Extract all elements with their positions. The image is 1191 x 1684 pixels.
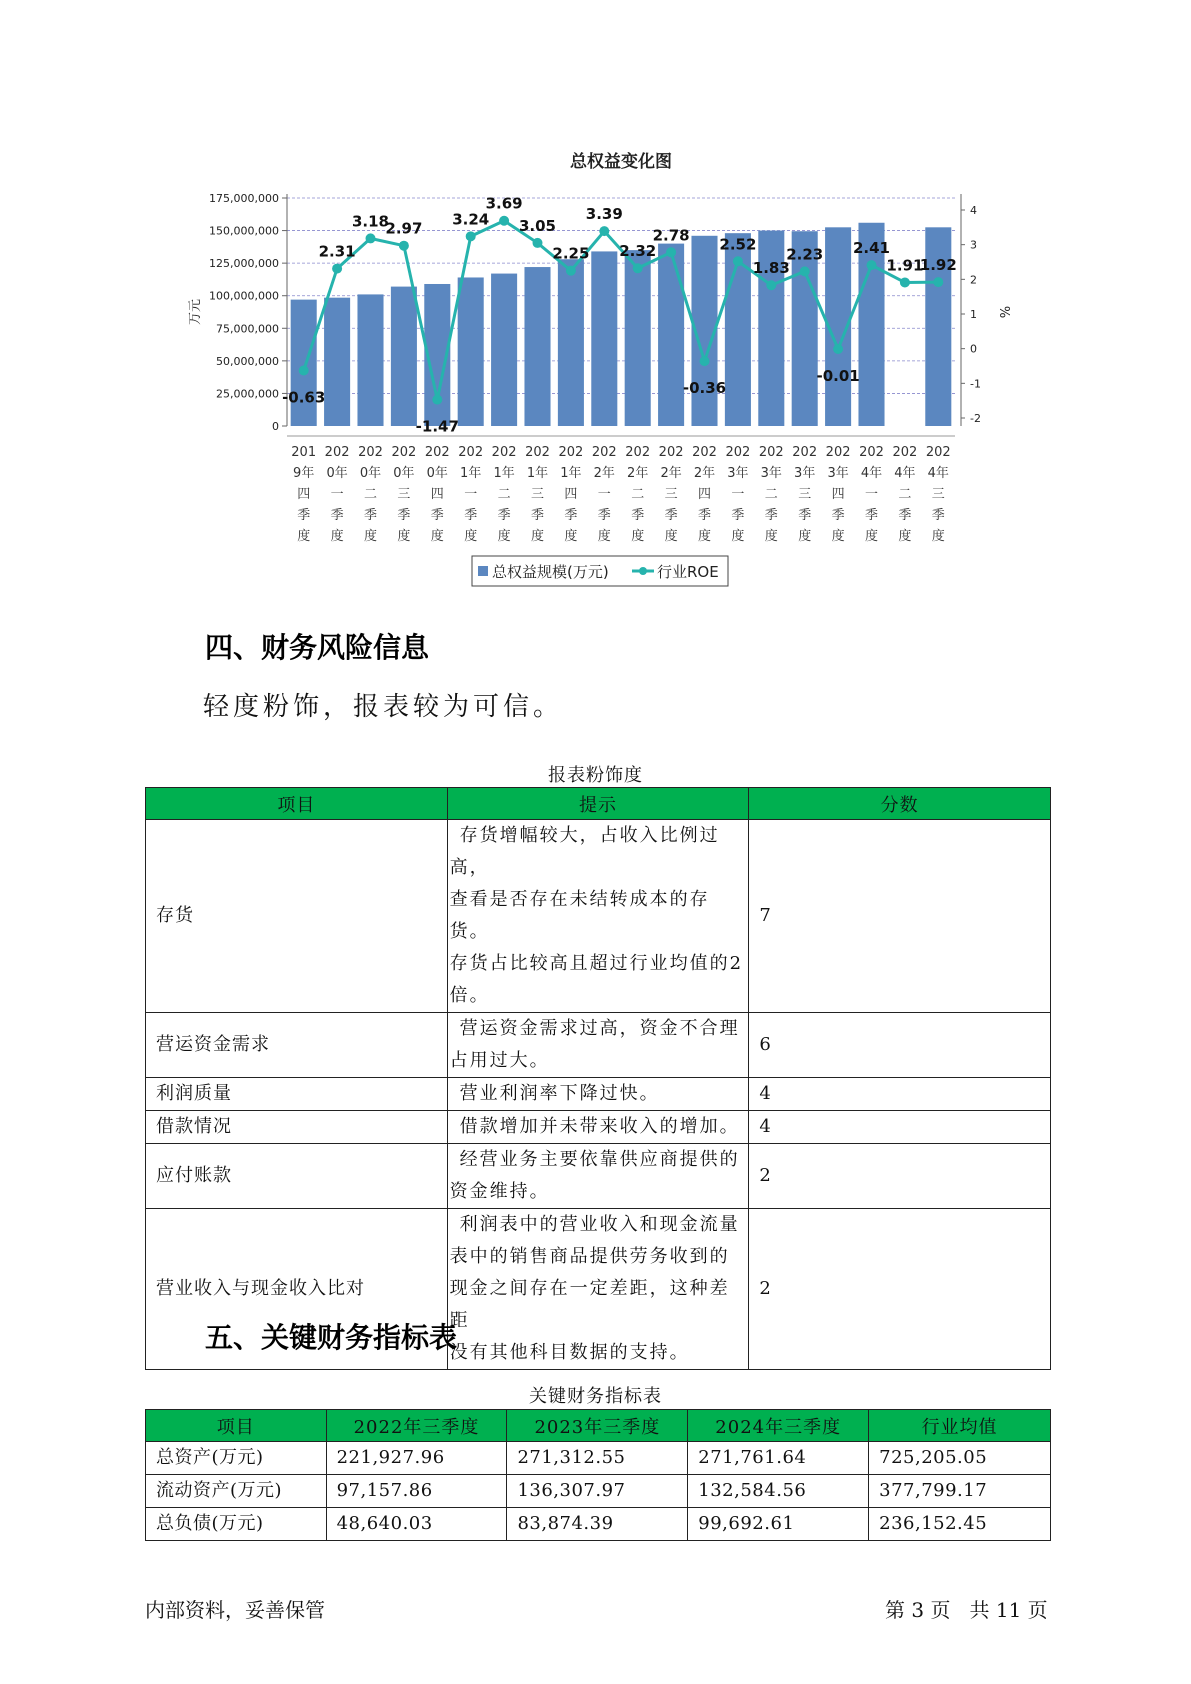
y-tick-label: 75,000,000 — [216, 322, 279, 336]
kfi-item: 流动资产(万元) — [146, 1475, 327, 1508]
x-tick-label: 202 — [725, 445, 751, 460]
risk-hint — [447, 1078, 749, 1111]
x-tick-label: 202 — [825, 445, 851, 460]
x-tick-label: 季 — [798, 508, 812, 523]
roe-data-label: 2.52 — [719, 235, 757, 254]
y2-axis-label: % — [996, 305, 1011, 319]
x-tick-label: 二 — [898, 487, 912, 502]
risk-hint-line: 查看是否存在未结转成本的存货。 — [449, 889, 710, 942]
risk-table-caption: 报表粉饰度 — [548, 765, 643, 786]
x-tick-label: 季 — [297, 508, 311, 523]
section4-heading: 四、财务风险信息 — [205, 631, 430, 664]
header-cell: 行业均值 — [869, 1410, 1051, 1442]
risk-summary: 轻度粉饰，报表较为可信。 — [203, 692, 564, 722]
x-tick-label: 季 — [764, 508, 778, 523]
roe-data-label: 2.78 — [652, 226, 690, 245]
x-tick-label: 三 — [931, 487, 945, 502]
x-tick-label: 202 — [424, 445, 450, 460]
x-tick-label: 度 — [898, 529, 912, 544]
y2-tick-label: -1 — [970, 377, 981, 391]
roe-data-label: 3.05 — [518, 216, 557, 235]
x-tick-label: 度 — [864, 529, 879, 544]
x-tick-label: 四 — [697, 487, 712, 502]
x-tick-label: 一 — [597, 487, 611, 502]
x-tick-label: 0年 — [426, 466, 448, 481]
x-tick-label: 度 — [931, 529, 945, 544]
bar — [357, 294, 383, 426]
x-tick-label: 2年 — [693, 466, 716, 481]
x-tick-label: 度 — [564, 529, 578, 544]
x-tick-label: 度 — [464, 529, 478, 544]
table-row — [146, 820, 1051, 1013]
roe-point — [666, 247, 676, 257]
roe-point — [299, 366, 309, 376]
x-tick-label: 季 — [597, 508, 611, 523]
y-axis-label: 万元 — [188, 298, 203, 326]
x-tick-label: 3年 — [727, 466, 749, 481]
roe-data-label: -0.36 — [682, 379, 727, 398]
x-tick-label: 三 — [798, 487, 812, 502]
y-tick-label: 25,000,000 — [216, 387, 279, 401]
risk-hint-line: 借款增加并未带来收入的增加。 — [459, 1116, 740, 1137]
x-tick-label: 1年 — [460, 466, 482, 481]
x-tick-label: 度 — [764, 529, 778, 544]
x-tick-label: 季 — [631, 508, 645, 523]
chart-title: 总权益变化图 — [570, 152, 672, 172]
x-tick-label: 202 — [458, 445, 484, 460]
x-tick-label: 202 — [591, 445, 617, 460]
x-tick-label: 度 — [397, 529, 411, 544]
x-tick-label: 202 — [892, 445, 918, 460]
roe-data-label: 1.83 — [752, 259, 790, 278]
roe-point — [599, 226, 609, 236]
y-tick-label: 125,000,000 — [209, 257, 279, 271]
equity-chart — [0, 0, 1191, 600]
roe-data-label: 2.41 — [852, 239, 891, 258]
x-tick-label: 1年 — [560, 466, 582, 481]
risk-hint — [447, 1209, 749, 1370]
x-tick-label: 202 — [658, 445, 684, 460]
roe-point — [800, 266, 810, 276]
risk-hint — [447, 1111, 749, 1144]
legend-bar-swatch — [478, 566, 488, 576]
table-row — [146, 1111, 1051, 1144]
x-tick-label: 一 — [330, 487, 344, 502]
x-tick-label: 0年 — [393, 466, 415, 481]
x-tick-label: 202 — [324, 445, 350, 460]
y-tick-label: 50,000,000 — [216, 354, 279, 368]
x-tick-label: 3年 — [794, 466, 816, 481]
risk-hint-line: 利润表中的营业收入和现金流量 — [459, 1214, 740, 1235]
x-tick-label: 202 — [358, 445, 383, 460]
roe-data-label: 3.18 — [351, 212, 390, 231]
y2-tick-label: 1 — [970, 308, 977, 321]
risk-score: 2 — [749, 1209, 1051, 1370]
x-tick-label: 201 — [291, 445, 317, 460]
risk-item: 利润质量 — [146, 1078, 448, 1111]
roe-point — [900, 277, 910, 287]
x-tick-label: 度 — [831, 529, 845, 544]
x-tick-label: 四 — [831, 487, 845, 502]
x-tick-label: 一 — [464, 487, 478, 502]
y-tick-label: 0 — [272, 420, 279, 433]
x-tick-label: 度 — [597, 529, 611, 544]
bar — [291, 300, 317, 426]
roe-data-label: 2.32 — [619, 242, 657, 261]
roe-data-label: 2.97 — [385, 219, 423, 238]
risk-score: 4 — [749, 1111, 1051, 1144]
x-tick-label: 202 — [758, 445, 784, 460]
roe-data-label: 2.31 — [318, 242, 356, 261]
kfi-value: 83,874.39 — [507, 1508, 688, 1541]
x-tick-label: 二 — [497, 487, 511, 502]
header-cell: 2024年三季度 — [688, 1410, 869, 1442]
footer-page-number: 第 3 页 共 11 页 — [885, 1598, 1048, 1622]
risk-hint-line: 倍。 — [449, 985, 490, 1006]
x-tick-label: 202 — [925, 445, 951, 460]
roe-point — [533, 238, 543, 248]
roe-point — [399, 241, 409, 251]
x-tick-label: 4年 — [894, 466, 916, 481]
bar — [658, 244, 684, 426]
kfi-value: 271,312.55 — [507, 1442, 688, 1475]
bar — [324, 298, 350, 426]
kfi-value: 99,692.61 — [688, 1508, 869, 1541]
kfi-value: 132,584.56 — [688, 1475, 869, 1508]
kfi-value: 377,799.17 — [869, 1475, 1051, 1508]
table-row — [146, 1475, 1051, 1508]
legend-bar-label: 总权益规模(万元) — [492, 563, 609, 581]
roe-point — [700, 356, 710, 366]
roe-data-label: -1.47 — [415, 417, 459, 436]
bar — [591, 251, 617, 426]
risk-table-header — [146, 788, 1051, 820]
roe-point — [499, 216, 509, 226]
x-tick-label: 3年 — [760, 466, 782, 481]
y-tick-label: 150,000,000 — [209, 224, 279, 238]
roe-point — [766, 280, 776, 290]
x-tick-label: 202 — [792, 445, 818, 460]
kfi-item: 总资产(万元) — [146, 1442, 327, 1475]
risk-hint — [447, 1144, 749, 1209]
risk-hint — [447, 1013, 749, 1078]
header-cell: 项目 — [146, 1410, 327, 1442]
x-tick-label: 度 — [631, 529, 645, 544]
key-financial-table — [145, 1409, 1051, 1541]
x-tick-label: 二 — [631, 487, 645, 502]
section5-heading: 五、关键财务指标表 — [205, 1321, 458, 1354]
x-tick-label: 3年 — [827, 466, 849, 481]
y-tick-label: 100,000,000 — [209, 289, 279, 303]
x-tick-label: 季 — [430, 508, 444, 523]
x-tick-label: 季 — [363, 508, 378, 523]
x-tick-label: 度 — [731, 529, 745, 544]
kfi-value: 271,761.64 — [688, 1442, 869, 1475]
kfi-value: 48,640.03 — [326, 1508, 507, 1541]
bar — [391, 287, 417, 426]
x-tick-label: 4年 — [860, 466, 883, 481]
x-tick-label: 202 — [558, 445, 584, 460]
x-tick-label: 一 — [864, 487, 879, 502]
x-tick-label: 0年 — [326, 466, 348, 481]
x-tick-label: 三 — [397, 487, 411, 502]
x-tick-label: 度 — [363, 529, 378, 544]
x-tick-label: 二 — [363, 487, 378, 502]
x-tick-label: 度 — [697, 529, 712, 544]
risk-item: 借款情况 — [146, 1111, 448, 1144]
x-tick-label: 季 — [831, 508, 845, 523]
roe-data-label: 1.92 — [919, 256, 957, 275]
x-tick-label: 度 — [798, 529, 812, 544]
risk-score: 2 — [749, 1144, 1051, 1209]
x-tick-label: 季 — [330, 508, 344, 523]
header-cell: 项目 — [146, 788, 448, 820]
roe-point — [466, 231, 476, 241]
risk-hint-line: 没有其他科目数据的支持。 — [449, 1342, 690, 1363]
roe-point — [633, 263, 643, 273]
risk-hint — [447, 820, 749, 1013]
roe-data-label: -0.63 — [282, 388, 326, 407]
x-tick-label: 季 — [530, 508, 545, 523]
x-tick-label: 2年 — [627, 466, 649, 481]
table-row — [146, 1013, 1051, 1078]
roe-data-label: -0.01 — [816, 367, 860, 386]
roe-data-label: 3.69 — [485, 194, 523, 213]
x-tick-label: 度 — [297, 529, 311, 544]
risk-score: 6 — [749, 1013, 1051, 1078]
risk-hint-line: 经营业务主要依靠供应商提供的 — [459, 1149, 740, 1170]
risk-score: 4 — [749, 1078, 1051, 1111]
header-cell: 2023年三季度 — [507, 1410, 688, 1442]
bar — [524, 267, 550, 426]
x-tick-label: 202 — [491, 445, 517, 460]
x-tick-label: 202 — [625, 445, 651, 460]
bar — [491, 274, 517, 426]
risk-score: 7 — [749, 820, 1051, 1013]
header-cell: 2022年三季度 — [326, 1410, 507, 1442]
x-tick-label: 季 — [497, 508, 511, 523]
x-tick-label: 度 — [330, 529, 344, 544]
risk-table — [145, 787, 1051, 1370]
bar — [625, 250, 651, 426]
roe-data-label: 2.25 — [552, 244, 590, 263]
bar — [458, 277, 484, 426]
x-tick-label: 二 — [764, 487, 778, 502]
x-tick-label: 2年 — [660, 466, 682, 481]
x-tick-label: 202 — [391, 445, 417, 460]
table-row — [146, 1078, 1051, 1111]
risk-hint-line: 营业利润率下降过快。 — [459, 1083, 660, 1104]
x-tick-label: 度 — [664, 529, 678, 544]
x-tick-label: 度 — [497, 529, 511, 544]
risk-item: 应付账款 — [146, 1144, 448, 1209]
kfi-value: 725,205.05 — [869, 1442, 1051, 1475]
x-tick-label: 0年 — [359, 466, 382, 481]
risk-hint-line: 营运资金需求过高，资金不合理 — [459, 1018, 740, 1039]
roe-data-label: 1.91 — [886, 256, 924, 275]
table-row — [146, 1442, 1051, 1475]
risk-hint-line: 资金维持。 — [449, 1181, 550, 1202]
x-tick-label: 一 — [731, 487, 745, 502]
kfi-table-caption: 关键财务指标表 — [529, 1386, 662, 1407]
roe-point — [833, 344, 843, 354]
x-tick-label: 季 — [564, 508, 578, 523]
y2-tick-label: 2 — [970, 273, 977, 287]
y2-tick-label: 3 — [970, 238, 977, 252]
x-tick-label: 季 — [931, 508, 945, 523]
footer-left: 内部资料，妥善保管 — [145, 1598, 325, 1622]
x-tick-label: 1年 — [526, 466, 549, 481]
risk-item: 营运资金需求 — [146, 1013, 448, 1078]
roe-point — [432, 395, 442, 405]
legend-line-marker — [639, 567, 647, 575]
kfi-table-header — [146, 1410, 1051, 1442]
risk-hint-line: 存货增幅较大，占收入比例过高， — [449, 825, 720, 878]
x-tick-label: 季 — [864, 508, 879, 523]
kfi-value: 221,927.96 — [326, 1442, 507, 1475]
kfi-item: 总负债(万元) — [146, 1508, 327, 1541]
x-tick-label: 1年 — [493, 466, 515, 481]
risk-hint-line: 表中的销售商品提供劳务收到的 — [449, 1246, 730, 1267]
kfi-value: 236,152.45 — [869, 1508, 1051, 1541]
roe-point — [332, 264, 342, 274]
x-tick-label: 季 — [464, 508, 478, 523]
table-row — [146, 1508, 1051, 1541]
header-cell: 分数 — [749, 788, 1051, 820]
legend-line-label: 行业ROE — [657, 563, 719, 581]
bar — [558, 259, 584, 426]
x-tick-label: 季 — [397, 508, 411, 523]
roe-data-label: 3.24 — [452, 210, 490, 229]
header-cell: 提示 — [447, 788, 749, 820]
x-tick-label: 2年 — [593, 466, 615, 481]
roe-data-label: 3.39 — [585, 205, 623, 224]
x-tick-label: 季 — [898, 508, 912, 523]
x-tick-label: 季 — [731, 508, 745, 523]
y-tick-label: 175,000,000 — [209, 192, 279, 205]
y2-tick-label: -2 — [970, 412, 981, 425]
risk-item: 营业收入与现金收入比对 — [146, 1209, 448, 1370]
roe-point — [733, 256, 743, 266]
roe-data-label: 2.23 — [786, 245, 824, 264]
risk-item: 存货 — [146, 820, 448, 1013]
x-tick-label: 三 — [664, 487, 678, 502]
roe-point — [867, 260, 877, 270]
x-tick-label: 三 — [530, 487, 545, 502]
x-tick-label: 季 — [664, 508, 678, 523]
x-tick-label: 202 — [859, 445, 884, 460]
kfi-value: 136,307.97 — [507, 1475, 688, 1508]
y2-tick-label: 0 — [970, 342, 977, 356]
x-tick-label: 四 — [430, 487, 444, 502]
risk-hint-line: 现金之间存在一定差距，这种差距 — [449, 1278, 730, 1331]
x-tick-label: 202 — [692, 445, 717, 460]
roe-point — [933, 277, 943, 287]
table-row — [146, 1144, 1051, 1209]
x-tick-label: 度 — [430, 529, 444, 544]
risk-hint-line: 占用过大。 — [449, 1050, 550, 1071]
x-tick-label: 季 — [697, 508, 712, 523]
x-tick-label: 度 — [530, 529, 545, 544]
roe-point — [566, 266, 576, 276]
kfi-value: 97,157.86 — [326, 1475, 507, 1508]
roe-point — [366, 233, 376, 243]
x-tick-label: 四 — [564, 487, 578, 502]
risk-hint-line: 存货占比较高且超过行业均值的2 — [449, 953, 744, 974]
x-tick-label: 202 — [525, 445, 550, 460]
x-tick-label: 9年 — [293, 466, 315, 481]
x-tick-label: 4年 — [927, 466, 949, 481]
y2-tick-label: 4 — [970, 204, 977, 217]
x-tick-label: 四 — [297, 487, 311, 502]
